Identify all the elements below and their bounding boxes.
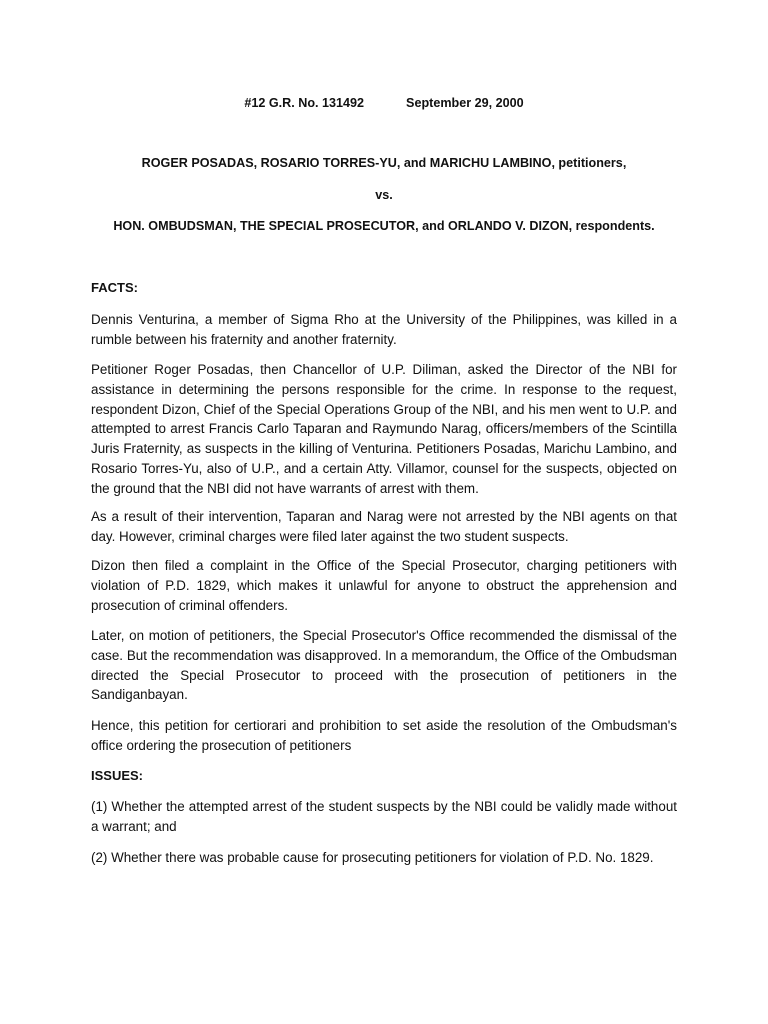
- facts-paragraph-5: Later, on motion of petitioners, the Special Prosecutor's Office recommended the dismissal of the case. But the recommendation was disapproved. In a memorandum, the Office of the Ombudsman directed the Special Prosecutor to proceed with the prosecution of petitioners in the Sandiganbayan.: [91, 628, 677, 703]
- issue-item-1: (1) Whether the attempted arrest of the student suspects by the NBI could be validly made without a warrant; and: [91, 799, 677, 834]
- facts-paragraph-6: Hence, this petition for certiorari and prohibition to set aside the resolution of the Ombudsman's office ordering the prosecution of petitioners: [91, 718, 677, 753]
- facts-heading: FACTS:: [91, 280, 138, 295]
- issue-item-2: (2) Whether there was probable cause for prosecuting petitioners for violation of P.D. No. 1829.: [91, 850, 654, 865]
- respondents-line: HON. OMBUDSMAN, THE SPECIAL PROSECUTOR, and ORLANDO V. DIZON, respondents.: [113, 219, 655, 233]
- case-number: #12 G.R. No. 131492: [244, 96, 365, 110]
- facts-paragraph-4: Dizon then filed a complaint in the Office of the Special Prosecutor, charging petitioners with violation of P.D. 1829, which makes it unlawful for anyone to obstruct the apprehension and prosecution of criminal offenders.: [91, 558, 677, 613]
- facts-paragraph-1: Dennis Venturina, a member of Sigma Rho at the University of the Philippines, was killed in a rumble between his fraternity and another fraternity.: [91, 312, 677, 347]
- issues-heading: ISSUES:: [91, 768, 144, 783]
- facts-paragraph-3: As a result of their intervention, Taparan and Narag were not arrested by the NBI agents on that day. However, criminal charges were filed later against the two student suspects.: [91, 509, 677, 544]
- petitioners-line: ROGER POSADAS, ROSARIO TORRES-YU, and MARICHU LAMBINO, petitioners,: [141, 156, 627, 170]
- case-header: [0, 95, 768, 111]
- decision-date: September 29, 2000: [406, 96, 524, 110]
- facts-paragraph-2: Petitioner Roger Posadas, then Chancellor of U.P. Diliman, asked the Director of the NBI for assistance in determining the persons responsible for the crime. In response to the request, respondent Dizon, Chief of the Special Operations Group of the NBI, and his men went to U.P. and attempted to arrest Francis Carlo Taparan and Raymundo Narag, officers/members of the Scintilla Juris Fraternity, as suspects in the killing of Venturina. Petitioners Posadas, Marichu Lambino, and Rosario Torres-Yu, also of U.P., and a certain Atty. Villamor, counsel for the suspects, objected on the ground that the NBI did not have warrants of arrest with them.: [91, 362, 677, 496]
- versus-line: vs.: [375, 188, 393, 202]
